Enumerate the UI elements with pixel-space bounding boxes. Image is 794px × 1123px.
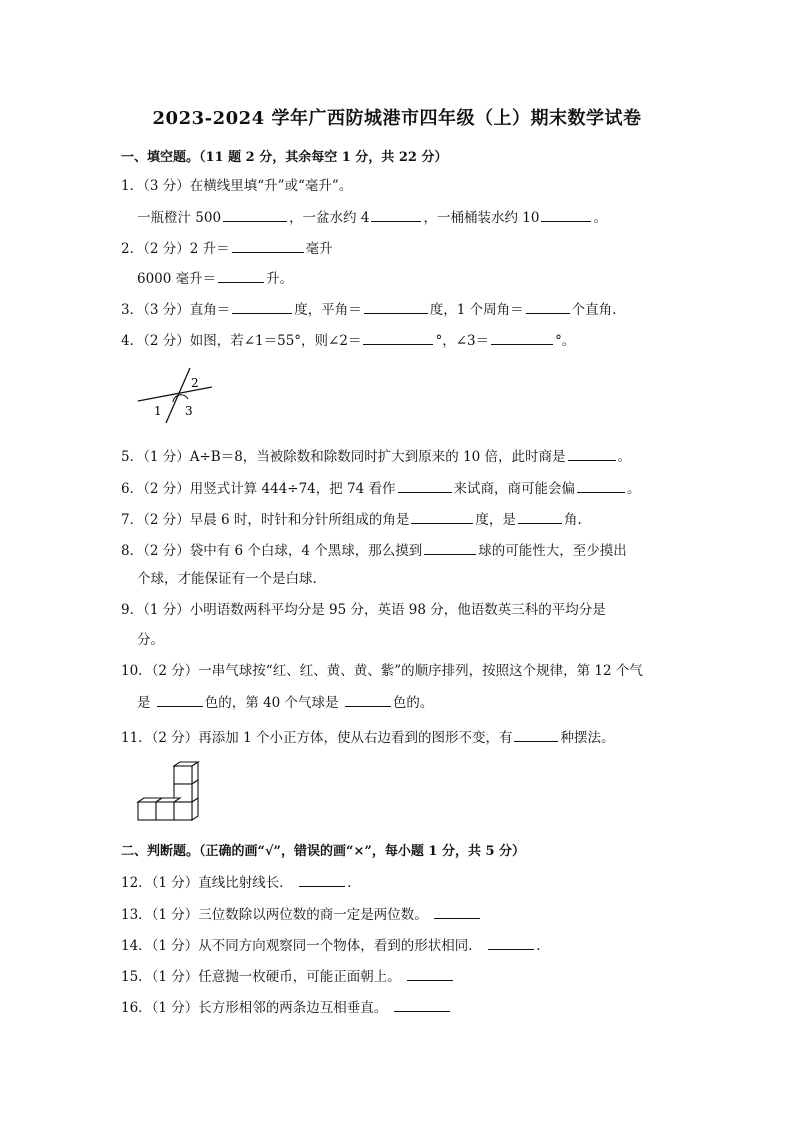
answer-blank[interactable] [526, 299, 570, 314]
q1-text-a: 一瓶橙汁 500 [137, 210, 222, 226]
q7-text-c: 角. [563, 512, 582, 528]
answer-blank[interactable] [299, 872, 345, 887]
answer-blank[interactable] [407, 966, 453, 981]
answer-blank[interactable] [394, 997, 450, 1012]
q2-text-b: 毫升 [305, 241, 333, 257]
question-7 [121, 509, 582, 529]
cube-front-face [174, 802, 192, 820]
answer-blank[interactable] [364, 299, 428, 314]
q11-text-b: 种摆法。 [560, 730, 615, 746]
answer-blank[interactable] [345, 692, 391, 707]
q3-text-b: 度，平角＝ [294, 302, 362, 318]
page-title: 2023-2024 学年广西防城港市四年级（上）期末数学试卷 [152, 108, 642, 129]
q2-text-c: 6000 毫升＝ [137, 271, 217, 287]
angle-figure [136, 365, 216, 427]
q4-text-a: 4．（2 分）如图，若∠1＝55°，则∠2＝ [121, 333, 362, 349]
cubes-figure [136, 760, 206, 822]
q3-text-c: 度，1 个周角＝ [429, 302, 524, 318]
q6-text-c: 。 [627, 481, 641, 497]
question-12 [121, 872, 351, 892]
q2-text-a: 2．（2 分）2 升＝ [121, 241, 230, 257]
question-1-blanks [137, 207, 607, 227]
q14-text-b: . [536, 938, 541, 954]
question-1: 1．（3 分）在横线里填“升”或“毫升”。 [121, 178, 353, 194]
answer-blank[interactable] [541, 207, 591, 222]
question-11 [121, 727, 614, 747]
q4-text-b: °，∠3＝ [435, 333, 490, 349]
q10-text-c: 色的，第 40 个气球是 [204, 695, 339, 711]
question-2-line2 [137, 268, 293, 288]
q10-text-b: 是 [137, 695, 151, 711]
q4-text-c: °。 [555, 333, 576, 349]
answer-blank[interactable] [518, 509, 562, 524]
q6-text-a: 6．（2 分）用竖式计算 444÷74，把 74 看作 [121, 481, 396, 497]
question-4 [121, 330, 575, 350]
q14-text-a: 14．（1 分）从不同方向观察同一个物体，看到的形状相同． [121, 938, 482, 954]
question-14 [121, 935, 540, 955]
question-16 [121, 997, 452, 1017]
answer-blank[interactable] [411, 509, 473, 524]
straight-line-a [138, 387, 212, 401]
angle-label-2: 2 [191, 376, 199, 390]
cube-front-face [174, 766, 192, 784]
q7-text-b: 度，是 [475, 512, 516, 528]
answer-blank[interactable] [363, 330, 433, 345]
answer-blank[interactable] [491, 330, 553, 345]
q16-text-a: 16．（1 分）长方形相邻的两条边互相垂直。 [121, 1000, 388, 1016]
question-9: 9．（1 分）小明语数两科平均分是 95 分，英语 98 分，他语数英三科的平均分是 [121, 602, 606, 618]
q6-text-b: 来试商，商可能会偏 [453, 481, 576, 497]
answer-blank[interactable] [488, 935, 534, 950]
question-15 [121, 966, 455, 986]
q7-text-a: 7．（2 分）早晨 6 时，时针和分针所组成的角是 [121, 512, 410, 528]
angle-label-1: 1 [154, 404, 162, 418]
cube-side-face [192, 798, 198, 820]
question-2 [121, 238, 333, 258]
cube-front-face [156, 802, 174, 820]
q1-text-b: ，一盆水约 4 [289, 210, 370, 226]
question-5 [121, 446, 631, 466]
question-10: 10．（2 分）一串气球按“红、红、黄、黄、紫”的顺序排列，按照这个规律，第 12 个气 [121, 663, 643, 679]
section-true-false: 二、判断题。（正确的画“√”，错误的画“×”，每小题 1 分，共 5 分） [121, 844, 526, 859]
answer-blank[interactable] [398, 478, 452, 493]
q8-text-a: 8．（2 分）袋中有 6 个白球，4 个黑球，那么摸到 [121, 543, 423, 559]
q3-text-a: 3．（3 分）直角＝ [121, 302, 231, 318]
answer-blank[interactable] [424, 540, 476, 555]
angle-label-3: 3 [185, 404, 193, 418]
q10-text-d: 色的。 [392, 695, 434, 711]
answer-blank[interactable] [223, 207, 287, 222]
section-fill-in: 一、填空题。（11 题 2 分，其余每空 1 分，共 22 分） [121, 150, 448, 165]
question-9-line2: 分。 [137, 632, 164, 648]
answer-blank[interactable] [232, 238, 304, 253]
question-8-line2: 个球，才能保证有一个是白球. [137, 571, 317, 587]
question-3 [121, 299, 616, 319]
q5-text-b: 。 [617, 449, 632, 465]
q1-text-d: 。 [593, 210, 607, 226]
answer-blank[interactable] [371, 207, 421, 222]
cube-front-face [138, 802, 156, 820]
q3-text-d: 个直角. [571, 302, 617, 318]
q12-text-a: 12．（1 分）直线比射线长． [121, 875, 293, 891]
q2-text-d: 升。 [266, 271, 294, 287]
answer-blank[interactable] [157, 692, 203, 707]
q11-text-a: 11．（2 分）再添加 1 个小正方体，使从右边看到的图形不变，有 [121, 730, 513, 746]
question-13 [121, 904, 482, 924]
answer-blank[interactable] [218, 268, 264, 283]
q1-text-c: ，一桶桶装水约 10 [423, 210, 540, 226]
q15-text-a: 15．（1 分）任意抛一枚硬币，可能正面朝上。 [121, 969, 401, 985]
q8-text-b: 球的可能性大，至少摸出 [478, 543, 627, 559]
question-6 [121, 478, 641, 498]
q12-text-b: . [347, 875, 352, 891]
answer-blank[interactable] [434, 904, 480, 919]
q13-text-a: 13．（1 分）三位数除以两位数的商一定是两位数。 [121, 907, 428, 923]
question-10-line2 [137, 692, 433, 712]
answer-blank[interactable] [514, 727, 558, 742]
answer-blank[interactable] [568, 446, 616, 461]
q5-text-a: 5．（1 分）A÷B＝8，当被除数和除数同时扩大到原来的 10 倍，此时商是 [121, 449, 566, 465]
answer-blank[interactable] [577, 478, 625, 493]
question-8 [121, 540, 627, 560]
answer-blank[interactable] [232, 299, 292, 314]
